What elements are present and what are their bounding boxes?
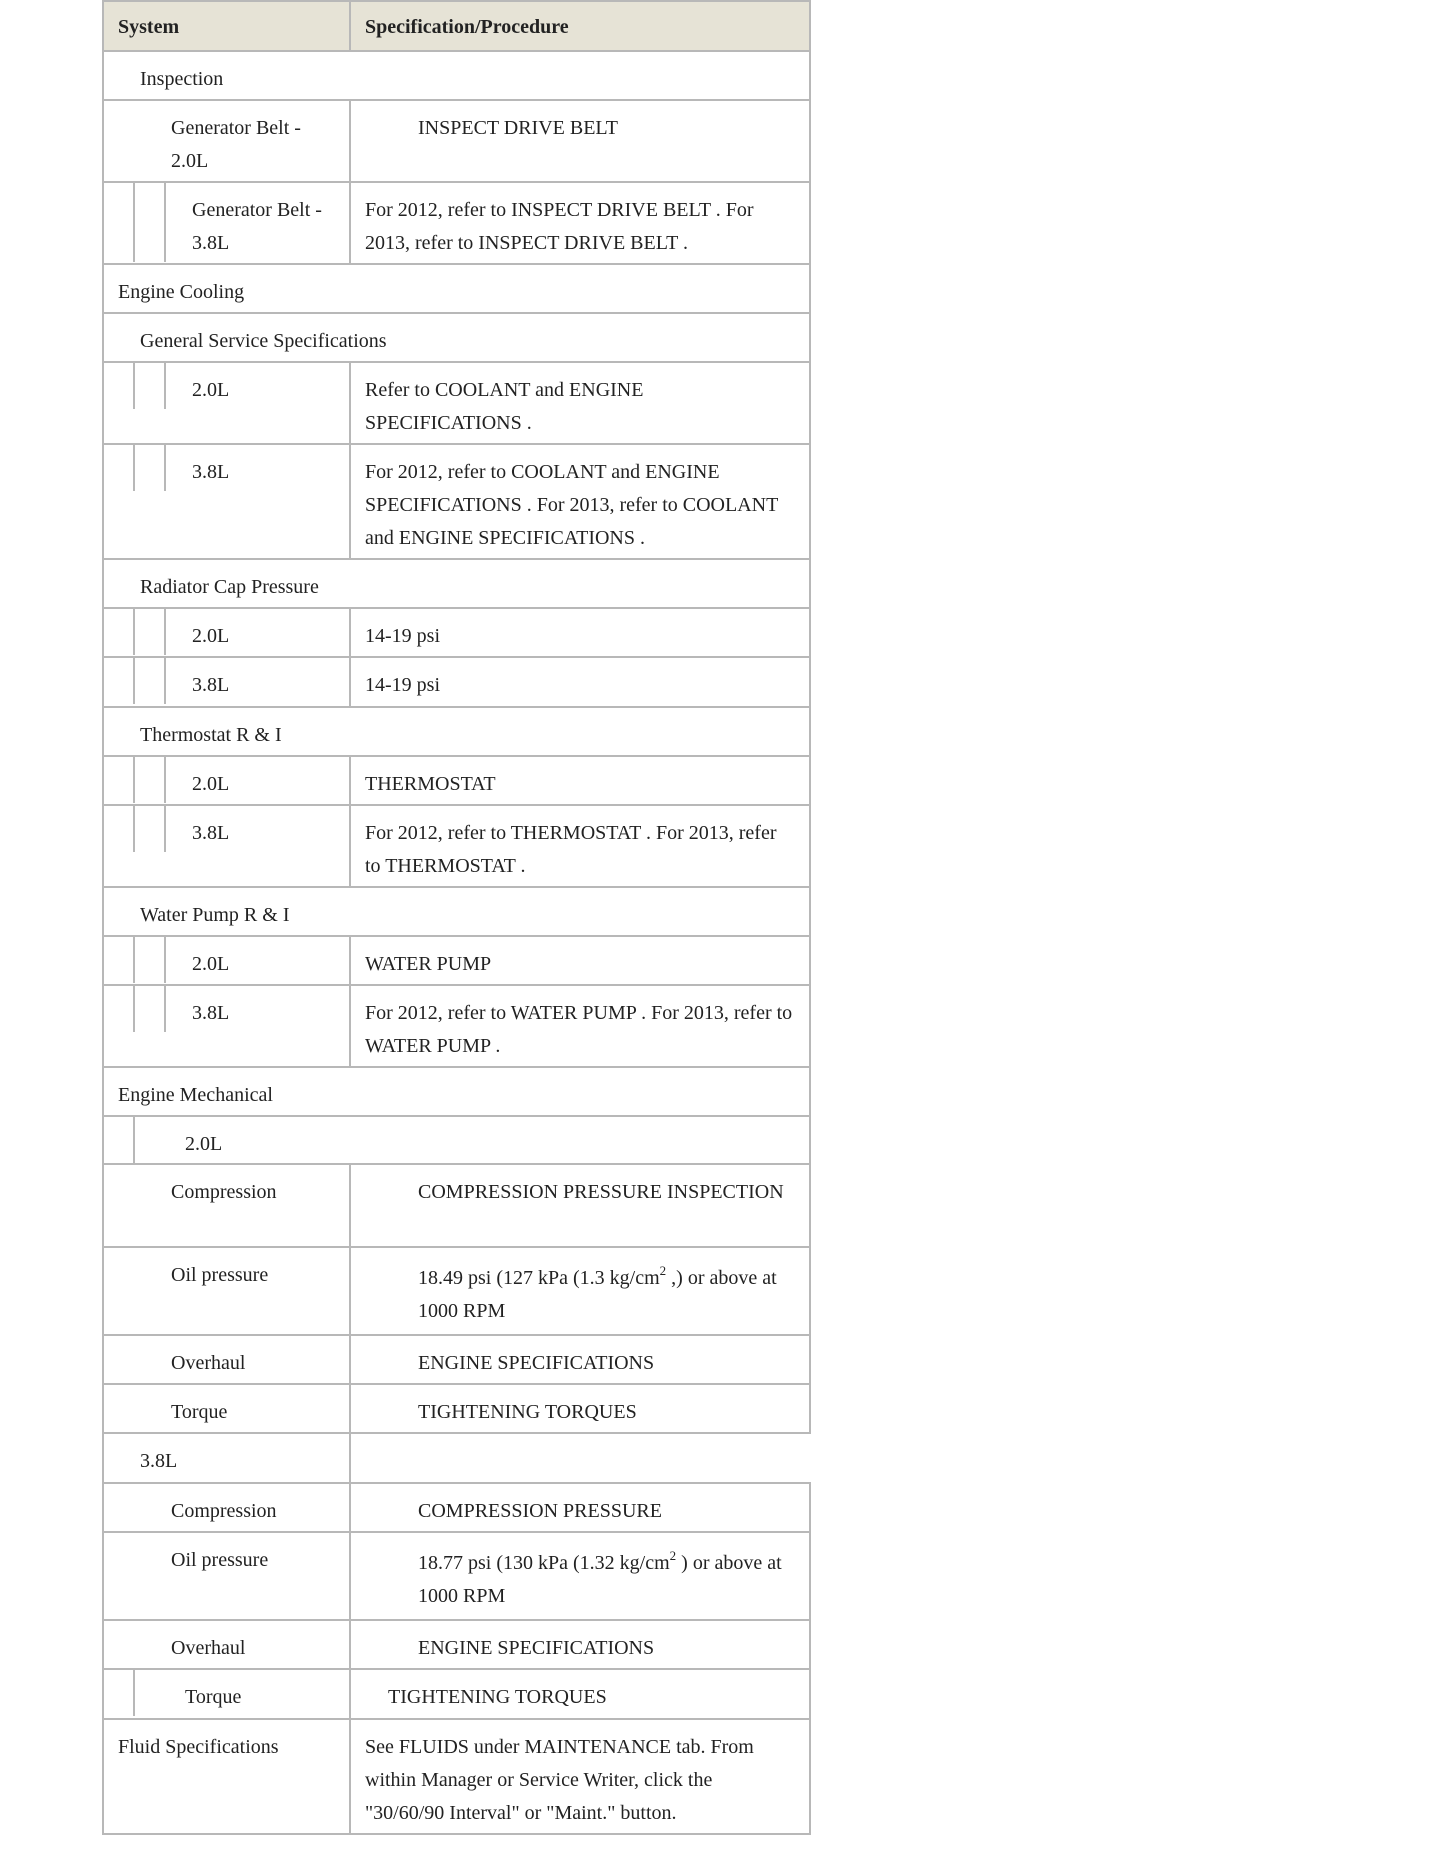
subsection-2-0l: [103, 1116, 810, 1164]
spec-cell: WATER PUMP: [350, 936, 810, 985]
system-cell: Overhaul: [103, 1335, 350, 1384]
table-row: [103, 100, 810, 182]
spec-cell: COMPRESSION PRESSURE INSPECTION: [350, 1164, 810, 1247]
subsection-general-service: General Service Specifications: [103, 313, 810, 362]
spec-cell: 14-19 psi: [350, 608, 810, 657]
system-cell: [103, 805, 350, 887]
spec-cell: For 2012, refer to COOLANT and ENGINE SPECIFICATIONS . For 2013, refer to COOLANT and ENGINE SPECIFICATIONS .: [350, 444, 810, 559]
table-row: [103, 1335, 810, 1384]
spec-cell: For 2012, refer to THERMOSTAT . For 2013, refer to THERMOSTAT .: [350, 805, 810, 887]
table-row: [103, 559, 810, 608]
system-text: Generator Belt - 3.8L: [192, 199, 322, 254]
system-cell: Generator Belt - 2.0L: [103, 100, 350, 182]
spec-cell: THERMOSTAT: [350, 756, 810, 805]
table-row: [103, 1483, 810, 1532]
table-row: [103, 805, 810, 887]
system-cell: [103, 362, 350, 444]
table-row: [103, 707, 810, 756]
system-cell: [103, 444, 350, 559]
oil-spec-text: ,) or above at 1000 RPM: [418, 1267, 777, 1322]
specification-table: [102, 0, 811, 1835]
system-text: 2.0L: [192, 773, 230, 795]
system-cell: [103, 756, 350, 805]
system-cell: Compression: [103, 1164, 350, 1247]
system-text: 3.8L: [192, 822, 230, 844]
oil-spec-text: ) or above at 1000 RPM: [418, 1552, 782, 1607]
system-cell: [103, 985, 350, 1067]
system-cell: [103, 608, 350, 657]
table-row: [103, 1164, 810, 1247]
system-cell: [103, 657, 350, 707]
spec-cell: TIGHTENING TORQUES: [350, 1669, 810, 1719]
spec-cell: TIGHTENING TORQUES: [350, 1384, 810, 1433]
table-row: [103, 657, 810, 707]
subsection-3-8l: 3.8L: [103, 1433, 350, 1483]
system-text: 2.0L: [192, 379, 230, 401]
header-system: System: [103, 1, 350, 51]
spec-cell: [350, 1247, 810, 1335]
system-cell: [103, 1669, 350, 1719]
spec-cell: ENGINE SPECIFICATIONS: [350, 1335, 810, 1384]
spec-cell: [350, 1532, 810, 1620]
table-row: [103, 1669, 810, 1719]
spec-cell: 14-19 psi: [350, 657, 810, 707]
table-row: [103, 264, 810, 313]
table-row: [103, 985, 810, 1067]
table-row: [103, 1719, 810, 1834]
empty-cell: [350, 1433, 810, 1483]
table-row: [103, 756, 810, 805]
header-spec: Specification/Procedure: [350, 1, 810, 51]
spec-cell: For 2012, refer to WATER PUMP . For 2013, refer to WATER PUMP .: [350, 985, 810, 1067]
table-row: [103, 1433, 810, 1483]
spec-cell: ENGINE SPECIFICATIONS: [350, 1620, 810, 1669]
system-cell: Compression: [103, 1483, 350, 1532]
subsection-water-pump: Water Pump R & I: [103, 887, 810, 936]
system-text: 3.8L: [192, 1002, 230, 1024]
table-row: [103, 444, 810, 559]
system-cell: Overhaul: [103, 1620, 350, 1669]
header-row: [103, 1, 810, 51]
system-text: 3.8L: [192, 674, 230, 696]
table-row: [103, 1532, 810, 1620]
system-cell: [103, 936, 350, 985]
section-engine-cooling: Engine Cooling: [103, 264, 810, 313]
system-text: 3.8L: [192, 461, 230, 483]
table-row: [103, 362, 810, 444]
subsection-radiator-cap: Radiator Cap Pressure: [103, 559, 810, 608]
spec-cell: COMPRESSION PRESSURE: [350, 1483, 810, 1532]
section-fluid-specifications: Fluid Specifications: [103, 1719, 350, 1834]
oil-spec-text: 18.77 psi (130 kPa (1.32 kg/cm: [418, 1552, 670, 1574]
table-row: [103, 936, 810, 985]
superscript: 2: [669, 1548, 677, 1563]
table-row: [103, 608, 810, 657]
table-row: [103, 51, 810, 100]
table-row: [103, 1384, 810, 1433]
table-row: [103, 313, 810, 362]
system-text: Torque: [185, 1686, 242, 1708]
table-row: [103, 182, 810, 264]
section-engine-mechanical: Engine Mechanical: [103, 1067, 810, 1116]
spec-cell: See FLUIDS under MAINTENANCE tab. From within Manager or Service Writer, click the "30/60/90 Interval" or "Maint." button.: [350, 1719, 810, 1834]
spec-cell: For 2012, refer to INSPECT DRIVE BELT . For 2013, refer to INSPECT DRIVE BELT .: [350, 182, 810, 264]
subsection-thermostat: Thermostat R & I: [103, 707, 810, 756]
system-cell: [103, 182, 350, 264]
table-row: [103, 1247, 810, 1335]
table-row: [103, 1620, 810, 1669]
oil-spec-text: 18.49 psi (127 kPa (1.3 kg/cm: [418, 1267, 660, 1289]
spec-cell: Refer to COOLANT and ENGINE SPECIFICATIONS .: [350, 362, 810, 444]
spec-cell: INSPECT DRIVE BELT: [350, 100, 810, 182]
system-cell: Oil pressure: [103, 1532, 350, 1620]
superscript: 2: [659, 1263, 667, 1278]
system-text: 2.0L: [192, 625, 230, 647]
section-inspection: Inspection: [103, 51, 810, 100]
system-text: 2.0L: [185, 1133, 223, 1155]
system-text: 2.0L: [192, 953, 230, 975]
table-row: [103, 1067, 810, 1116]
system-cell: Torque: [103, 1384, 350, 1433]
table-row: [103, 1116, 810, 1164]
table-row: [103, 887, 810, 936]
system-cell: Oil pressure: [103, 1247, 350, 1335]
